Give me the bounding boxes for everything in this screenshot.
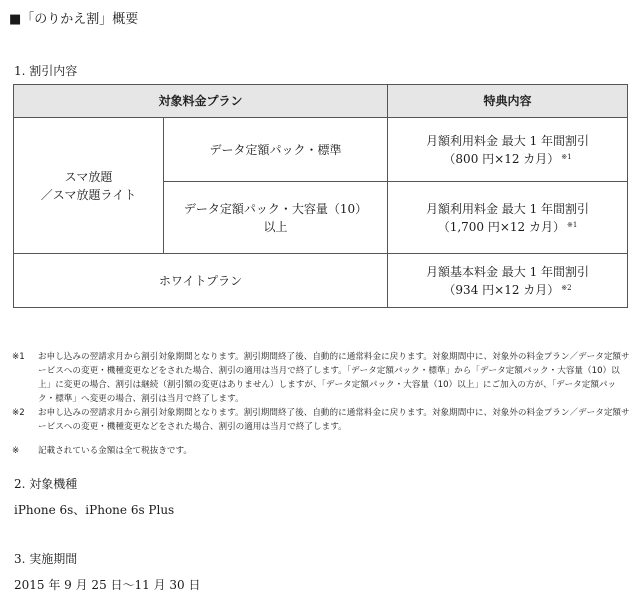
footnote-mark: ※2 [12,408,25,418]
footnote-mark: ※1 [12,352,25,362]
benefit-line2: （800 円×12 カ月） [443,151,560,166]
footnote-2 [12,406,632,434]
benefit-line2: （934 円×12 カ月） [443,282,560,297]
benefit-line2: （1,700 円×12 カ月） [437,219,565,234]
cell-sumaho-plan [14,118,164,254]
note-ref-mark: ※2 [561,283,572,292]
discount-table [13,84,628,308]
pack-line1: データ定額パック・大容量（10） [183,201,368,216]
cell-benefit-large [388,182,628,254]
cell-benefit-standard [388,118,628,182]
header-plan: 対象料金プラン [14,85,388,118]
benefit-line1: 月額利用料金 最大 1 年間割引 [425,133,590,148]
section-heading-period: 3. 実施期間 [14,552,78,566]
section-heading-discount: 1. 割引内容 [14,64,78,78]
header-benefit: 特典内容 [388,85,628,118]
devices-text: iPhone 6s、iPhone 6s Plus [14,503,175,517]
benefit-line1: 月額基本料金 最大 1 年間割引 [425,264,590,279]
period-text: 2015 年 9 月 25 日〜11 月 30 日 [14,578,201,592]
sumaho-line1: スマ放題 [64,169,113,184]
footnote-3 [12,444,632,458]
footnote-mark: ※ [12,446,20,456]
benefit-line1: 月額利用料金 最大 1 年間割引 [425,201,590,216]
footnote-text: お申し込みの翌請求月から割引対象期間となります。割引期間終了後、自動的に通常料金に戻ります。対象期間中に、対象外の料金プラン／データ定額サービスへの変更・機種変更などをされた場合、割引の適用は当月で終了します。「データ定額パック・標準」から「データ定額パック・大容量（10）以上」に変更の場合、割引は継続（割引額の変更はありません）しますが、「データ定額パック・大容量（10）以上」にご加入の方が、「データ定額パック・標準」へ変更の場合、割引は当月で終了します。 [38,352,630,404]
cell-pack-large [164,182,388,254]
table-row [14,118,628,182]
pack-line2: 以上 [263,219,288,234]
footnote-1 [12,350,632,406]
page-title: ■「のりかえ割」概要 [9,12,139,27]
note-ref-mark: ※1 [567,220,578,229]
sumaho-line2: ／スマ放題ライト [40,187,137,202]
note-ref-mark: ※1 [561,152,572,161]
cell-pack-standard: データ定額パック・標準 [164,118,388,182]
cell-white-plan: ホワイトプラン [14,254,388,308]
table-header-row [14,85,628,118]
section-heading-devices: 2. 対象機種 [14,477,78,491]
footnotes [12,350,632,458]
table-row [14,254,628,308]
footnote-text: 記載されている金額は全て税抜きです。 [38,446,193,456]
cell-benefit-white [388,254,628,308]
footnote-text: お申し込みの翌請求月から割引対象期間となります。割引期間終了後、自動的に通常料金に戻ります。対象期間中に、対象外の料金プラン／データ定額サービスへの変更・機種変更などをされた場合、割引の適用は当月で終了します。 [38,408,630,432]
